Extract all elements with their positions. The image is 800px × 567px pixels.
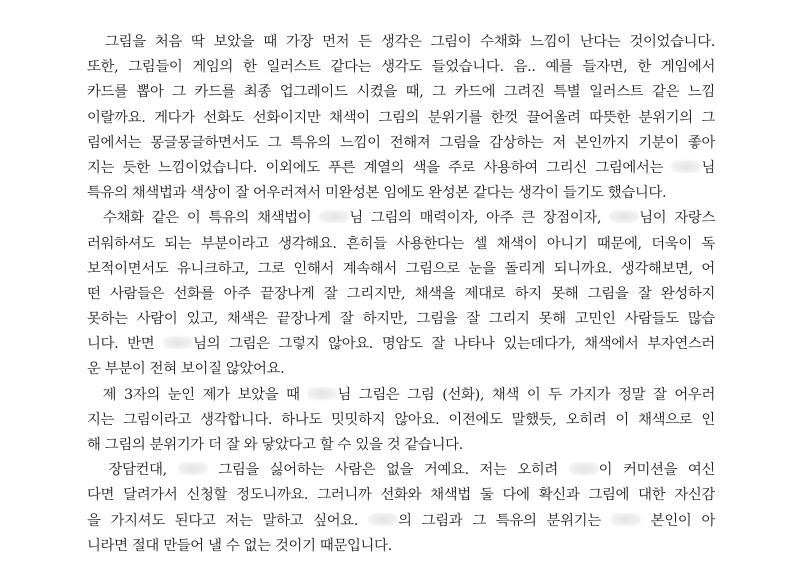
- text-line: [87, 181, 715, 206]
- text-segment: 러워하셔도 되는 부분이라고 생각해요. 흔히들 사용한다는 셀 채색이 아니기 때문에, 더욱이 독: [87, 235, 715, 252]
- text-segment: 보적이면서도 유니크하고, 그로 인해서 계속해서 그림으로 눈을 돌리게 되니까요. 생각해보면, 어: [87, 260, 715, 277]
- text-segment: 님 그림은 그림 (선화), 채색 이 두 가지가 정말 잘 어우러: [337, 386, 715, 403]
- text-segment: 을 가지셔도 된다고 저는 말하고 싶어요.: [87, 512, 369, 529]
- text-segment: 의 그림과 그 특유의 분위기는: [398, 512, 611, 529]
- redacted-name: [319, 210, 349, 223]
- text-segment: 또한, 그림들이 게임의 한 일러스트 같다는 생각도 들었습니다. 음.. 예를 들자면, 한 게임에서: [87, 59, 715, 76]
- text-segment: 본인이 아: [640, 512, 715, 529]
- text-segment: 수채화 같은 이 특유의 채색법이: [87, 210, 320, 227]
- text-line: [87, 30, 715, 55]
- redacted-name: [163, 336, 193, 349]
- redacted-name: [611, 513, 641, 526]
- paragraph: [87, 383, 715, 459]
- review-document: [87, 30, 715, 559]
- redacted-name: [569, 462, 599, 475]
- text-line: [87, 534, 715, 559]
- text-segment: 그림을 싫어하는 사람은 없을 거예요. 저는 오히려: [207, 462, 569, 479]
- text-segment: 지는 듯한 느낌이었습니다. 이외에도 푸른 계열의 색을 주로 사용하여 그리신 그림에서는: [87, 159, 672, 176]
- text-segment: 다면 달려가서 신청할 정도니까요. 그러니까 선화와 채색법 둘 다에 확신과 그림에 대한 자신감: [87, 487, 715, 504]
- text-line: [87, 257, 715, 282]
- text-segment: 지는 그림이라고 생각합니다. 하나도 밋밋하지 않아요. 이전에도 말했듯, 오히려 이 채색으로 인: [87, 411, 715, 428]
- redacted-name: [307, 387, 337, 400]
- text-segment: 그림을 처음 딱 보았을 때 가장 먼저 든 생각은 그림이 수채화 느낌이 난다는 것이었습니다.: [87, 34, 715, 50]
- text-segment: 못하는 사람이 있고, 채색은 끝장나게 잘 하지만, 그림을 잘 그리지 못해 고민인 사람들도 많습: [87, 311, 715, 328]
- text-segment: 이 커미션을 여신: [598, 462, 715, 479]
- redacted-name: [671, 160, 701, 173]
- redacted-name: [609, 210, 639, 223]
- text-line: [87, 307, 715, 332]
- text-line: [87, 408, 715, 433]
- text-segment: 니라면 절대 만들어 낼 수 없는 것이기 때문입니다.: [87, 537, 392, 554]
- text-segment: 니다. 반면: [87, 336, 164, 353]
- text-segment: 떤 사람들은 선화를 아주 끝장나게 잘 그리지만, 채색을 제대로 하지 못해 그림을 잘 완성하지: [87, 285, 715, 302]
- text-segment: 장담컨대,: [87, 462, 178, 479]
- text-segment: 카드를 뽑아 그 카드를 최종 업그레이드 시켰을 때, 그 카드에 그려진 특별 일러스트 같은 느낌: [87, 84, 715, 101]
- paragraph: [87, 206, 715, 382]
- text-line: [87, 232, 715, 257]
- text-line: [87, 106, 715, 131]
- text-line: [87, 357, 715, 382]
- text-segment: 림에서는 몽글몽글하면서도 그 특유의 느낌이 전해져 그림을 감상하는 저 본인까지 기분이 좋아: [87, 134, 715, 151]
- text-line: [87, 433, 715, 458]
- redacted-name: [368, 513, 398, 526]
- text-segment: 이랄까요. 게다가 선화도 선화이지만 채색이 그림의 분위기를 한껏 끌어올려 따뜻한 분위기의 그: [87, 109, 715, 126]
- text-segment: 제 3자의 눈인 제가 보았을 때: [87, 386, 308, 403]
- redacted-name: [178, 462, 208, 475]
- text-segment: 특유의 채색법과 색상이 잘 어우러져서 미완성본 임에도 완성본 같다는 생각이 들기도 했습니다.: [87, 185, 667, 202]
- text-segment: 님 그림의 매력이자, 아주 큰 장점이자,: [349, 210, 610, 227]
- text-line: [87, 55, 715, 80]
- text-segment: 님: [701, 159, 715, 176]
- text-line: [87, 383, 715, 408]
- text-line: [87, 206, 715, 231]
- paragraph: [87, 30, 715, 206]
- text-line: [87, 483, 715, 508]
- text-segment: 운 부분이 전혀 보이질 않았어요.: [87, 361, 285, 378]
- text-segment: 님의 그림은 그렇지 않아요. 명암도 잘 나타나 있는데다가, 채색에서 부자연스러: [193, 336, 715, 353]
- text-line: [87, 509, 715, 534]
- text-segment: 님이 자랑스: [639, 210, 715, 227]
- text-line: [87, 282, 715, 307]
- text-line: [87, 332, 715, 357]
- text-line: [87, 156, 715, 181]
- text-line: [87, 458, 715, 483]
- text-line: [87, 80, 715, 105]
- text-segment: 해 그림의 분위기가 더 잘 와 닿았다고 할 수 있을 것 같습니다.: [87, 437, 463, 453]
- paragraph: [87, 458, 715, 559]
- text-line: [87, 131, 715, 156]
